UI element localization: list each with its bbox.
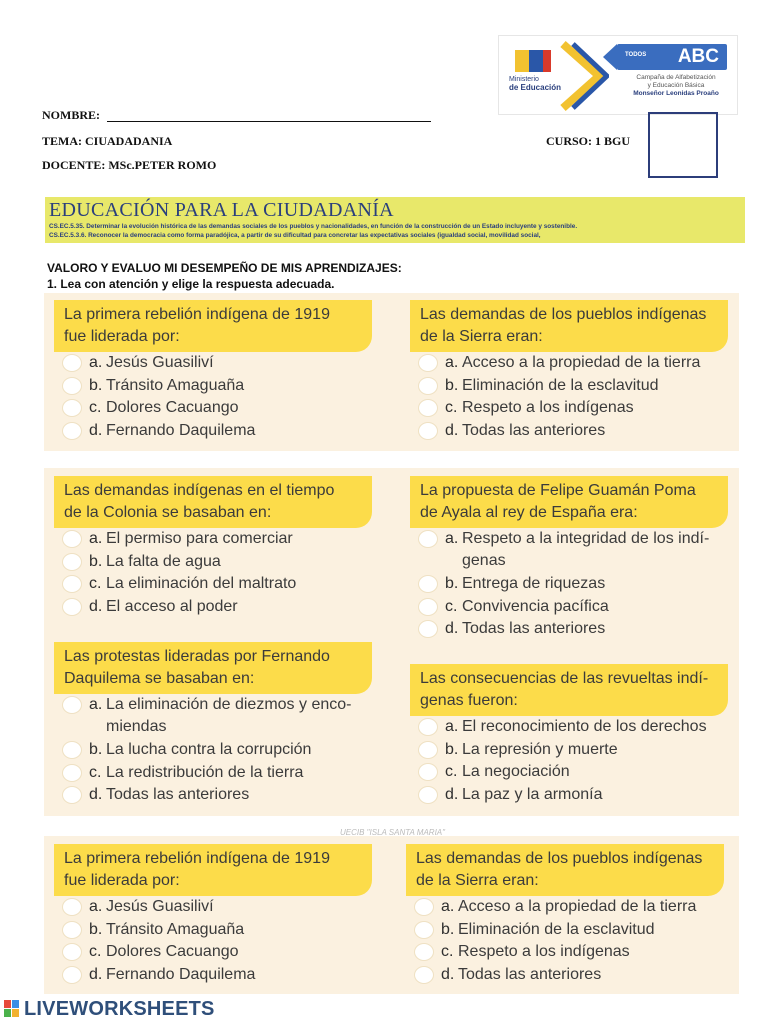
radio-circle-icon[interactable] — [418, 575, 438, 593]
option-text-line: genas — [462, 552, 506, 569]
option-letter: a. — [445, 354, 459, 371]
option-letter: c. — [445, 597, 458, 615]
option-text — [462, 596, 742, 618]
radio-circle-icon[interactable] — [418, 763, 438, 781]
option-text-line: Acceso a la propiedad de la tierra — [458, 898, 697, 915]
option-letter: d. — [445, 785, 459, 803]
chevron-logo-icon — [559, 40, 609, 112]
option-text — [462, 420, 742, 442]
option-text — [462, 716, 742, 738]
radio-circle-icon[interactable] — [414, 898, 434, 916]
option-text-line: Todas las anteriores — [458, 965, 602, 983]
radio-circle-icon[interactable] — [62, 696, 82, 714]
option-text — [106, 397, 386, 419]
radio-circle-icon[interactable] — [418, 530, 438, 548]
option-text — [106, 941, 386, 963]
question-line: Las demandas de los pueblos indígenas — [416, 850, 703, 867]
radio-circle-icon[interactable] — [418, 786, 438, 804]
question-line: La primera rebelión indígena de 1919 — [64, 306, 330, 323]
option-text — [106, 896, 386, 918]
option-text-line: Dolores Cacuango — [106, 943, 239, 960]
option-text — [106, 375, 386, 397]
question-line: Las demandas indígenas en el tiempo — [64, 482, 335, 499]
photo-box — [648, 112, 718, 178]
option-letter: b. — [445, 740, 459, 758]
option-text-line: Fernando Daquilema — [106, 965, 256, 983]
radio-circle-icon[interactable] — [62, 898, 82, 916]
question-text — [54, 642, 372, 694]
school-watermark: UECIB "ISLA SANTA MARIA" — [340, 828, 445, 837]
question-line: La propuesta de Felipe Guamán Poma — [420, 482, 696, 499]
radio-circle-icon[interactable] — [62, 943, 82, 961]
radio-circle-icon[interactable] — [418, 598, 438, 616]
question-line: de la Sierra eran: — [416, 872, 539, 889]
option-letter: b. — [89, 920, 103, 938]
option-text-line: miendas — [106, 718, 167, 735]
curso-label: CURSO: 1 BGU — [546, 134, 631, 148]
option-text — [106, 573, 386, 595]
option-text-line: Dolores Cacuango — [106, 399, 239, 416]
question-line: La primera rebelión indígena de 1919 — [64, 850, 330, 867]
option-text-line: La eliminación de diezmos y enco- — [106, 696, 352, 713]
option-letter: a. — [89, 354, 103, 371]
option-text-line: Acceso a la propiedad de la tierra — [462, 354, 701, 371]
criterion-line-1: CS.EC.5.35. Determinar la evolución histórica de las demandas sociales de los pueblos y nacionalidades, en función de la construcción de un Estado incluyente y sostenible. — [49, 223, 578, 230]
option-text — [462, 375, 742, 397]
question-text — [54, 844, 372, 896]
option-letter: c. — [441, 943, 454, 960]
option-letter: b. — [89, 376, 103, 394]
radio-circle-icon[interactable] — [62, 575, 82, 593]
abc-logo: TODOS ABC — [617, 44, 727, 70]
option-letter: d. — [445, 421, 459, 439]
option-letter: c. — [89, 943, 102, 960]
docente-label: DOCENTE: MSc.PETER ROMO — [42, 158, 217, 172]
option-text-line: Jesús Guasiliví — [106, 898, 214, 915]
question-text — [410, 664, 728, 716]
radio-circle-icon[interactable] — [62, 764, 82, 782]
ministerio-text: Ministerio de Educación — [509, 76, 562, 92]
option-text-line: Fernando Daquilema — [106, 421, 256, 439]
option-text-line: La negociación — [462, 763, 570, 780]
question-line: Las demandas de los pueblos indígenas — [420, 306, 707, 323]
option-text — [106, 739, 386, 761]
liveworksheets-wordmark: LIVEWORKSHEETS — [24, 998, 215, 1020]
option-letter: a. — [89, 530, 103, 547]
option-letter: b. — [89, 552, 103, 570]
option-text — [458, 896, 738, 918]
question-line: genas fueron: — [420, 692, 518, 709]
option-text-line: Entrega de riquezas — [462, 575, 606, 592]
radio-circle-icon[interactable] — [414, 966, 434, 984]
question-line: Daquilema se basaban en: — [64, 670, 255, 687]
option-text — [106, 762, 386, 784]
option-text — [458, 964, 738, 986]
radio-circle-icon[interactable] — [62, 399, 82, 417]
option-text-line: La paz y la armonía — [462, 785, 603, 803]
radio-circle-icon[interactable] — [418, 399, 438, 417]
option-text-line: Jesús Guasiliví — [106, 354, 214, 371]
option-letter: a. — [89, 898, 103, 915]
radio-circle-icon[interactable] — [62, 921, 82, 939]
option-letter: c. — [89, 399, 102, 416]
radio-circle-icon[interactable] — [62, 966, 82, 984]
question-line: Las consecuencias de las revueltas indí- — [420, 670, 709, 687]
option-text-line: La lucha contra la corrupción — [106, 741, 312, 758]
option-letter: b. — [441, 920, 455, 938]
option-text — [106, 596, 386, 618]
subject-banner — [45, 197, 745, 243]
option-text-line: Todas las anteriores — [106, 786, 250, 803]
option-letter: d. — [89, 965, 103, 983]
liveworksheets-logo-icon — [4, 1000, 20, 1018]
question-text — [54, 300, 372, 352]
option-letter: c. — [89, 763, 102, 781]
option-text — [462, 739, 742, 761]
option-text — [462, 528, 742, 572]
question-line: fue liderada por: — [64, 872, 180, 889]
radio-circle-icon[interactable] — [62, 786, 82, 804]
question-line: de la Colonia se basaban en: — [64, 504, 272, 521]
option-text-line: Eliminación de la esclavitud — [462, 376, 659, 394]
section-heading: VALORO Y EVALUO MI DESEMPEÑO DE MIS APRENDIZAJES: — [47, 261, 402, 275]
radio-circle-icon[interactable] — [62, 422, 82, 440]
radio-circle-icon[interactable] — [418, 422, 438, 440]
instruction-text: 1. Lea con atención y elige la respuesta adecuada. — [47, 277, 335, 291]
option-letter: d. — [445, 620, 459, 637]
radio-circle-icon[interactable] — [418, 620, 438, 638]
option-letter: b. — [445, 575, 459, 592]
option-text — [106, 551, 386, 573]
option-letter: c. — [445, 399, 458, 416]
nombre-label: NOMBRE: — [42, 108, 100, 122]
radio-circle-icon[interactable] — [62, 598, 82, 616]
radio-circle-icon[interactable] — [414, 943, 434, 961]
radio-circle-icon[interactable] — [418, 377, 438, 395]
option-letter: d. — [89, 421, 103, 439]
option-text — [106, 528, 386, 550]
option-text — [462, 618, 742, 640]
radio-circle-icon[interactable] — [62, 377, 82, 395]
question-text — [410, 300, 728, 352]
radio-circle-icon[interactable] — [418, 354, 438, 372]
radio-circle-icon[interactable] — [418, 718, 438, 736]
option-text-line: Tránsito Amaguaña — [106, 920, 245, 938]
option-text-line: Convivencia pacífica — [462, 597, 609, 615]
option-letter: d. — [89, 786, 103, 803]
question-line: de la Sierra eran: — [420, 328, 543, 345]
option-letter: a. — [441, 898, 455, 915]
nombre-field[interactable] — [107, 121, 431, 122]
option-text — [106, 784, 386, 806]
tema-label: TEMA: CIUADADANIA — [42, 134, 173, 148]
option-text — [106, 694, 386, 738]
option-text-line: Respeto a los indígenas — [462, 399, 634, 416]
option-text — [462, 784, 742, 806]
option-text-line: Todas las anteriores — [462, 421, 606, 439]
option-text-line: Respeto a los indígenas — [458, 943, 630, 960]
radio-circle-icon[interactable] — [414, 921, 434, 939]
question-text — [406, 844, 724, 896]
option-letter: a. — [445, 530, 459, 547]
question-line: Las protestas lideradas por Fernando — [64, 648, 330, 665]
option-letter: b. — [445, 376, 459, 394]
radio-circle-icon[interactable] — [62, 530, 82, 548]
option-text — [106, 352, 386, 374]
option-letter: d. — [441, 965, 455, 983]
option-letter: c. — [89, 575, 102, 592]
option-text-line: El reconocimiento de los derechos — [462, 718, 707, 735]
option-text-line: Respeto a la integridad de los indí- — [462, 530, 710, 547]
option-text — [458, 941, 738, 963]
question-line: fue liderada por: — [64, 328, 180, 345]
radio-circle-icon[interactable] — [62, 553, 82, 571]
option-letter: a. — [89, 696, 103, 713]
option-text-line: Tránsito Amaguaña — [106, 376, 245, 394]
criterion-line-2: CS.EC.5.3.6. Reconocer la democracia como forma paradójica, a partir de su dificultad para concretar las expectativas sociales (igualdad social, movilidad social, — [49, 232, 541, 239]
option-letter: a. — [445, 718, 459, 735]
option-letter: d. — [89, 597, 103, 615]
question-line: de Ayala al rey de España era: — [420, 504, 638, 521]
option-text — [462, 573, 742, 595]
option-text — [462, 761, 742, 783]
header-logos — [498, 35, 738, 115]
option-text — [106, 420, 386, 442]
option-text — [462, 352, 742, 374]
option-text-line: La eliminación del maltrato — [106, 575, 297, 592]
subject-title: EDUCACIÓN PARA LA CIUDADANÍA — [49, 199, 394, 221]
option-text-line: La falta de agua — [106, 552, 221, 570]
option-text-line: La represión y muerte — [462, 740, 618, 758]
option-letter: b. — [89, 741, 103, 758]
option-text-line: Todas las anteriores — [462, 620, 606, 637]
option-text — [458, 919, 738, 941]
question-text — [54, 476, 372, 528]
option-text — [462, 397, 742, 419]
option-text — [106, 919, 386, 941]
option-text-line: La redistribución de la tierra — [106, 763, 304, 781]
radio-circle-icon[interactable] — [62, 354, 82, 372]
radio-circle-icon[interactable] — [418, 741, 438, 759]
radio-circle-icon[interactable] — [62, 741, 82, 759]
option-letter: c. — [445, 763, 458, 780]
option-text-line: El permiso para comerciar — [106, 530, 293, 547]
question-text — [410, 476, 728, 528]
abc-subtitle: Campaña de Alfabetización y Educación Básica Monseñor Leonidas Proaño — [633, 74, 719, 97]
option-text-line: El acceso al poder — [106, 597, 238, 615]
option-text-line: Eliminación de la esclavitud — [458, 920, 655, 938]
option-text — [106, 964, 386, 986]
